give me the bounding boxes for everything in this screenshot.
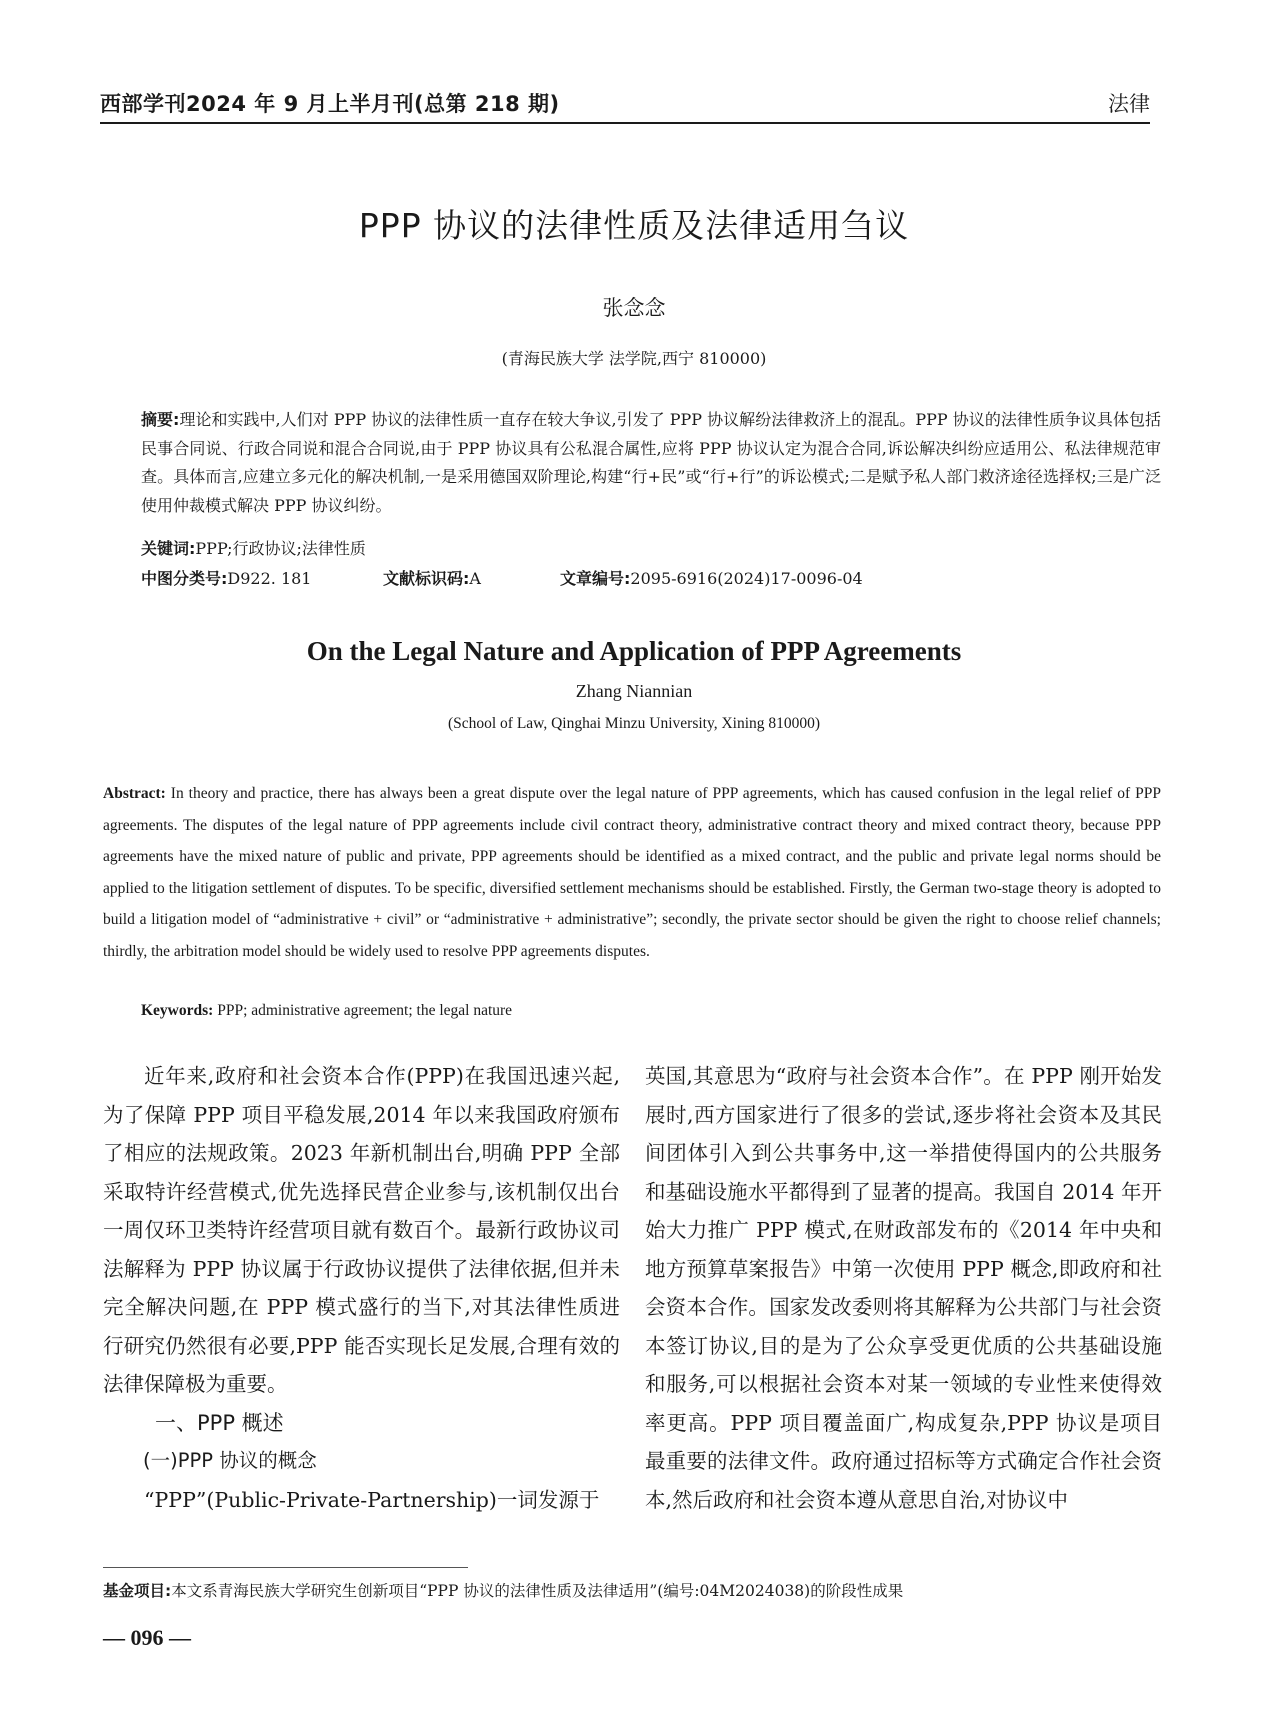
document-code: [383, 566, 481, 589]
section-paragraph-continued: 英国,其意思为“政府与社会资本合作”。在 PPP 刚开始发展时,西方国家进行了很多的尝试,逐步将社会资本及其民间团体引入到公共事务中,这一举措使得国内的公共服务和基础设施水平都得到了显著的提高。我国自 2014 年开始大力推广 PPP 模式,在财政部发布的《2014 年中央和地方预算草案报告》中第一次使用 PPP 概念,即政府和社会资本合作。国家发改委则将其解释为公共部门与社会资本签订协议,目的是为了公众享受更优质的公共基础设施和服务,可以根据社会资本对某一领域的专业性来使得效率更高。PPP 项目覆盖面广,构成复杂,PPP 协议是项目最重要的法律文件。政府通过招标等方式确定合作社会资本,然后政府和社会资本遵从意思自治,对协议中: [645, 1064, 1162, 1512]
funding-label: 基金项目:: [103, 1582, 172, 1600]
intro-paragraph: 近年来,政府和社会资本合作(PPP)在我国迅速兴起,为了保障 PPP 项目平稳发展,2014 年以来我国政府颁布了相应的法规政策。2023 年新机制出台,明确 PPP 全部采取特许经营模式,优先选择民营企业参与,该机制仅出台一周仅环卫类特许经营项目就有数百个。最新行政协议司法解释为 PPP 协议属于行政协议提供了法律依据,但并未完全解决问题,在 PPP 模式盛行的当下,对其法律性质进行研究仍然很有必要,PPP 能否实现长足发展,合理有效的法律保障极为重要。: [103, 1064, 620, 1396]
affiliation-cn: (青海民族大学 法学院,西宁 810000): [501, 349, 767, 368]
keywords-cn-label: 关键词:: [141, 539, 196, 558]
article-number-label: 文章编号:: [560, 569, 631, 588]
article-number: [560, 566, 863, 589]
funding-footnote: [103, 1579, 903, 1601]
section-paragraph-start: “PPP”(Public-Private-Partnership)一词发源于: [144, 1487, 600, 1512]
article-number-value: 2095-6916(2024)17-0096-04: [630, 569, 863, 588]
doc-code-value: A: [469, 569, 481, 588]
body-column-left: [103, 1057, 620, 1519]
header-rule: [100, 122, 1150, 124]
footnote-rule: [103, 1567, 468, 1568]
keywords-cn: [141, 536, 366, 559]
clc-number: [141, 566, 311, 589]
running-header-section: 法律: [1108, 92, 1150, 116]
abstract-cn-text: 理论和实践中,人们对 PPP 协议的法律性质一直存在较大争议,引发了 PPP 协议解纷法律救济上的混乱。PPP 协议的法律性质争议具体包括民事合同说、行政合同说和混合合同说,由于 PPP 协议具有公私混合属性,应将 PPP 协议认定为混合合同,诉讼解决纠纷应适用公、私法律规范审查。具体而言,应建立多元化的解决机制,一是采用德国双阶理论,构建“行+民”或“行+行”的诉讼模式;二是赋予私人部门救济途径选择权;三是广泛使用仲裁模式解决 PPP 协议纠纷。: [141, 410, 1161, 515]
keywords-cn-text: PPP;行政协议;法律性质: [195, 539, 366, 558]
doc-code-label: 文献标识码:: [383, 569, 470, 588]
page-number: — 096 —: [103, 1625, 191, 1650]
clc-value: D922. 181: [227, 569, 312, 588]
abstract-cn: [141, 406, 1161, 520]
abstract-en: [103, 778, 1161, 967]
clc-label: 中图分类号:: [141, 569, 228, 588]
section-heading-1: 一、PPP 概述: [155, 1410, 284, 1435]
keywords-en: [141, 1002, 512, 1020]
paper-title-cn: PPP 协议的法律性质及法律适用刍议: [358, 206, 910, 245]
author-cn: 张念念: [602, 296, 666, 320]
running-header-journal: 西部学刊2024 年 9 月上半月刊(总第 218 期): [100, 92, 560, 116]
body-column-right: [645, 1057, 1162, 1519]
abstract-en-label: Abstract:: [103, 785, 166, 802]
affiliation-en: (School of Law, Qinghai Minzu University, Xining 810000): [447, 715, 821, 732]
paper-title-en: On the Legal Nature and Application of PPP Agreements: [306, 636, 962, 666]
abstract-cn-label: 摘要:: [141, 410, 180, 429]
keywords-en-label: Keywords:: [141, 1002, 214, 1019]
author-en: Zhang Niannian: [575, 681, 693, 701]
subsection-heading-1: (一)PPP 协议的概念: [143, 1449, 317, 1472]
funding-text: 本文系青海民族大学研究生创新项目“PPP 协议的法律性质及法律适用”(编号:04M2024038)的阶段性成果: [171, 1582, 904, 1600]
keywords-en-text: PPP; administrative agreement; the legal nature: [213, 1002, 513, 1019]
abstract-en-text: In theory and practice, there has always been a great dispute over the legal nature of PPP agreements, which has caused confusion in the legal relief of PPP agreements. The disputes of the legal nature of PPP agreements include civil contract theory, administrative contract theory and mixed contract theory, because PPP agreements have the mixed nature of public and private, PPP agreements should be identified as a mixed contract, and the public and private legal norms should be applied to the litigation settlement of disputes. To be specific, diversified settlement mechanisms should be established. Firstly, the German two-stage theory is adopted to build a litigation model of “administrative + civil” or “administrative + administrative”; secondly, the private sector should be given the right to choose relief channels; thirdly, the arbitration model should be widely used to resolve PPP agreements disputes.: [103, 785, 1161, 960]
